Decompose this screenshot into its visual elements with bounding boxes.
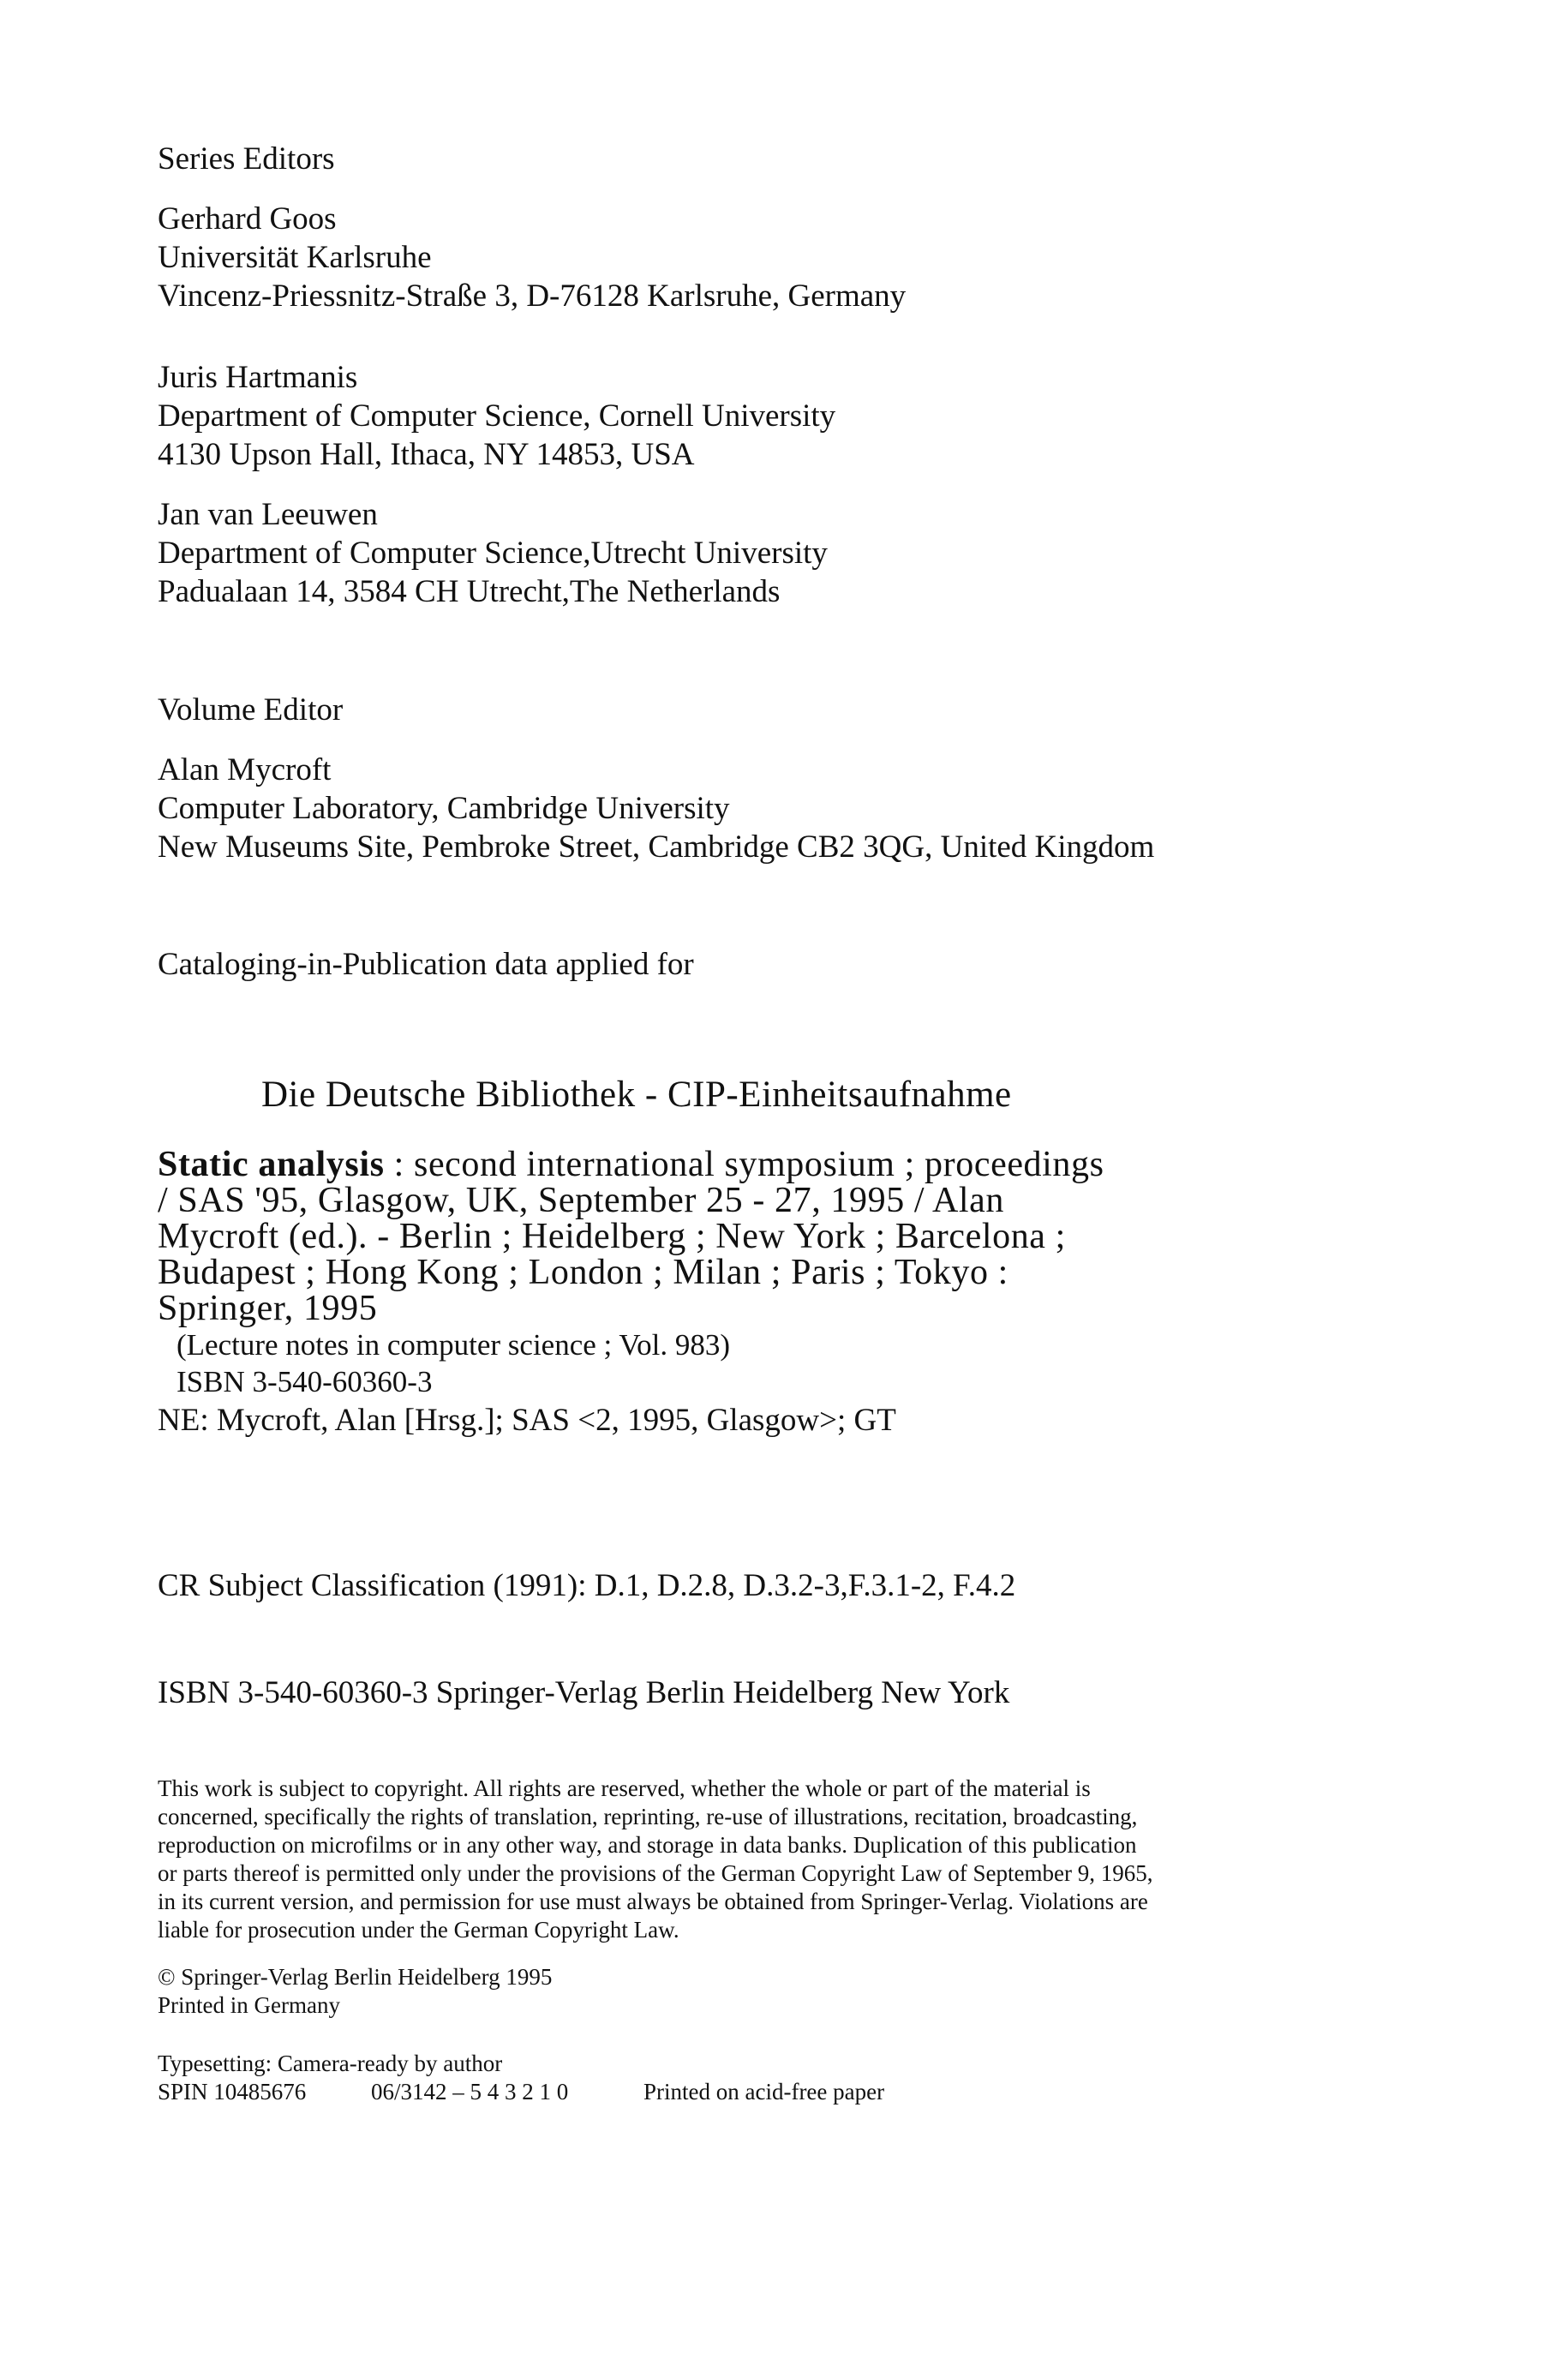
- copyright-line: This work is subject to copyright. All rights are reserved, whether the whole or part of the material is: [158, 1775, 1091, 1801]
- cip-line-1: [158, 1147, 1272, 1182]
- volume-editor-section: [158, 691, 1409, 729]
- series-editors-section: [158, 140, 1409, 178]
- editor-address: Vincenz-Priessnitz-Straße 3, D-76128 Karlsruhe, Germany: [158, 278, 907, 314]
- cip-series-note: (Lecture notes in computer science ; Vol. 983): [177, 1328, 731, 1362]
- cip-record: [158, 1147, 1272, 1441]
- volume-editor-affiliation: Computer Laboratory, Cambridge University: [158, 791, 730, 826]
- spin-number: SPIN 10485676: [158, 2079, 307, 2105]
- cip-ne: NE: Mycroft, Alan [Hrsg.]; SAS <2, 1995, Glasgow>; GT: [158, 1403, 896, 1438]
- publisher-copyright: © Springer-Verlag Berlin Heidelberg 1995: [158, 1964, 553, 1990]
- cip-isbn: ISBN 3-540-60360-3: [177, 1365, 433, 1398]
- typesetting-info: [158, 2050, 1409, 2106]
- cataloging-note: [158, 945, 1409, 984]
- isbn-line-text: ISBN 3-540-60360-3 Springer-Verlag Berlin Heidelberg New York: [158, 1675, 1010, 1710]
- copyright-notice: [158, 1775, 1409, 1944]
- editor-hartmanis: [158, 358, 1409, 474]
- editor-address: Padualaan 14, 3584 CH Utrecht,The Netherlands: [158, 574, 781, 609]
- cip-line-1-rest: : second international symposium ; proceedings: [384, 1145, 1104, 1184]
- cip-line-4: Budapest ; Hong Kong ; London ; Milan ; Paris ; Tokyo :: [158, 1253, 1008, 1292]
- editor-address: 4130 Upson Hall, Ithaca, NY 14853, USA: [158, 437, 695, 472]
- editor-affiliation: Department of Computer Science,Utrecht University: [158, 536, 828, 571]
- editor-name: Jan van Leeuwen: [158, 497, 378, 532]
- isbn-line: [158, 1673, 1409, 1712]
- volume-editor-name: Alan Mycroft: [158, 752, 332, 787]
- volume-editor-address: New Museums Site, Pembroke Street, Cambridge CB2 3QG, United Kingdom: [158, 829, 1155, 865]
- editor-van-leeuwen: [158, 495, 1409, 611]
- copyright-line: in its current version, and permission for use must always be obtained from Springer-Verlag. Violations are: [158, 1889, 1148, 1914]
- cr-classification-text: CR Subject Classification (1991): D.1, D.2.8, D.3.2-3,F.3.1-2, F.4.2: [158, 1568, 1016, 1603]
- copyright-line: or parts thereof is permitted only under the provisions of the German Copyright Law of September 9, 1965,: [158, 1860, 1153, 1886]
- cr-classification: [158, 1566, 1409, 1605]
- editor-affiliation: Universität Karlsruhe: [158, 240, 432, 275]
- cip-line-2: / SAS '95, Glasgow, UK, September 25 - 27, 1995 / Alan: [158, 1181, 1005, 1220]
- cip-bold-title: Static analysis: [158, 1145, 385, 1184]
- spin-code: 06/3142 – 5 4 3 2 1 0: [371, 2079, 569, 2105]
- cip-line-5: Springer, 1995: [158, 1289, 378, 1328]
- printed-in: Printed in Germany: [158, 1992, 340, 2018]
- typesetting-text: Typesetting: Camera-ready by author: [158, 2051, 503, 2076]
- spin-paper: Printed on acid-free paper: [643, 2079, 885, 2105]
- editor-name: Juris Hartmanis: [158, 360, 358, 395]
- copyright-line: reproduction on microfilms or in any other way, and storage in data banks. Duplication of this publication: [158, 1832, 1137, 1858]
- editor-name: Gerhard Goos: [158, 201, 337, 236]
- editor-affiliation: Department of Computer Science, Cornell University: [158, 398, 836, 434]
- copyright-line: liable for prosecution under the German Copyright Law.: [158, 1917, 679, 1943]
- cip-line-3: Mycroft (ed.). - Berlin ; Heidelberg ; New York ; Barcelona ;: [158, 1217, 1066, 1256]
- spin-row: [158, 2078, 1409, 2106]
- copyright-line: concerned, specifically the rights of translation, reprinting, re-use of illustrations, recitation, broadcasting,: [158, 1804, 1138, 1829]
- cataloging-note-text: Cataloging-in-Publication data applied for: [158, 947, 694, 982]
- series-editors-heading: Series Editors: [158, 141, 335, 177]
- volume-editor-heading: Volume Editor: [158, 692, 344, 727]
- publisher-info: [158, 1963, 1409, 2020]
- cip-title: Die Deutsche Bibliothek - CIP-Einheitsaufnahme: [261, 1075, 1012, 1115]
- editor-goos: [158, 200, 1409, 315]
- volume-editor-details: [158, 751, 1409, 866]
